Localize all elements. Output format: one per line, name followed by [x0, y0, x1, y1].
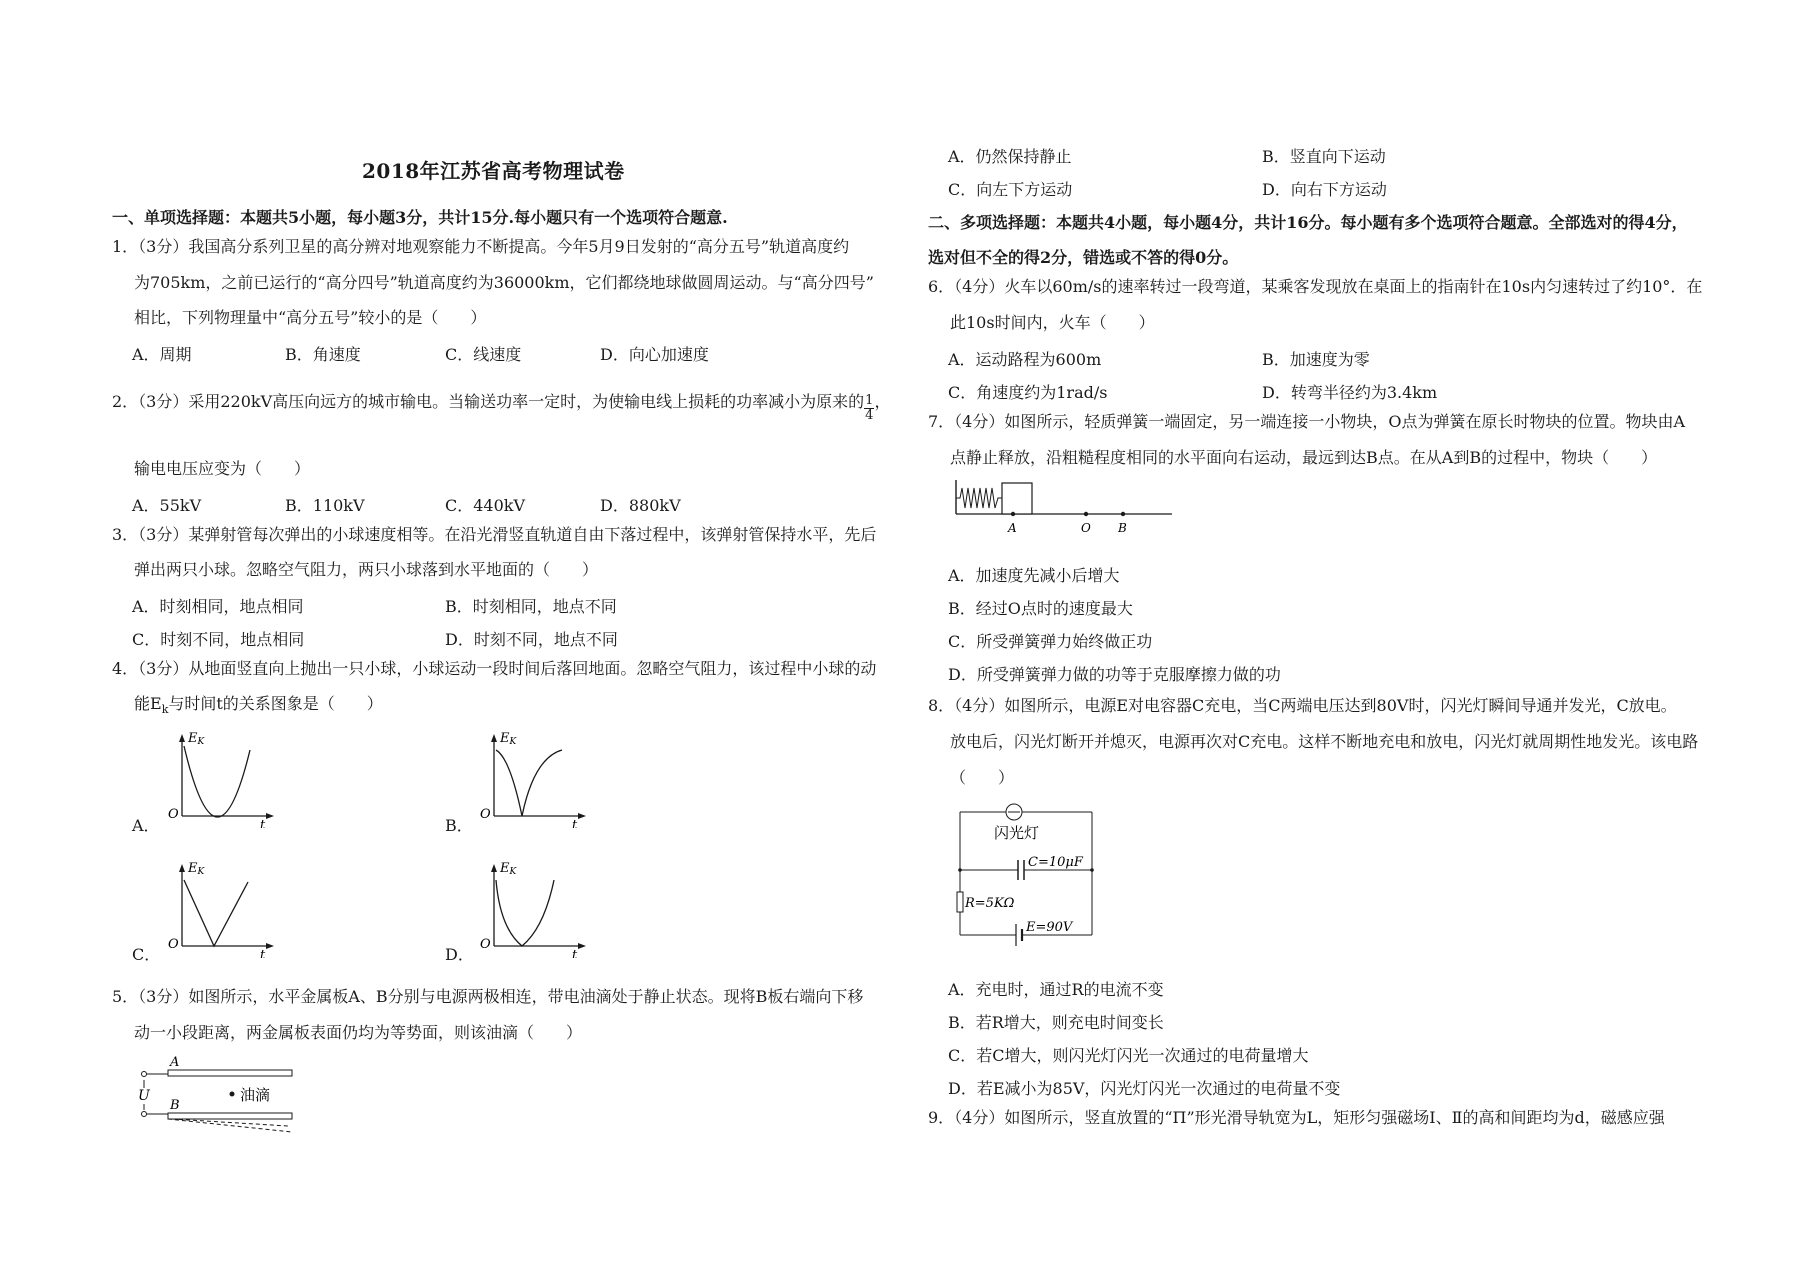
q5-plate-b [168, 1113, 292, 1119]
q5-plates-figure [132, 1052, 342, 1142]
q8-line1: 8．（4分）如图所示，电源E对电容器C充电，当C两端电压达到80V时，闪光灯瞬间导通并发光，C放电。 [928, 696, 1677, 715]
q2-line1-text: 2．（3分）采用220kV高压向远方的城市输电。当输送功率一定时，为使输电线上损耗的功率减小为原来的 [112, 392, 865, 411]
q5-plate-a [168, 1070, 292, 1076]
q4-graph-a-label: A． [132, 816, 160, 835]
q1-option-c: C．线速度 [445, 345, 522, 364]
q6-option-a: A．运动路程为600m [948, 350, 1102, 369]
q4-graph-d-xlabel: t [572, 948, 578, 958]
q4-graph-a-origin: O [168, 807, 179, 822]
q4-graph-c-xlabel: t [260, 948, 266, 958]
q5-oil-drop [230, 1092, 235, 1097]
q2-line1-tail: ， [874, 392, 891, 411]
q7-point-o-label: O [1081, 521, 1091, 535]
q5-plate-b-moved-2 [172, 1119, 288, 1126]
q5-line1: 5．（3分）如图所示，水平金属板A、B分别与电源两极相连，带电油滴处于静止状态。现将B板右端向下移 [112, 987, 864, 1006]
q4-graph-c-x-arrow [266, 943, 274, 949]
q4-graph-a-y-arrow [179, 734, 185, 742]
q4-graph-c-origin: O [168, 937, 179, 952]
q2-fraction-den: 4 [865, 408, 874, 423]
q4-graph-b [474, 728, 594, 828]
q8-lamp-label: 闪光灯 [994, 824, 1040, 842]
q4-graph-d-curve [496, 880, 554, 946]
q5-plate-b-label: B [170, 1098, 180, 1113]
q2-option-c: C．440kV [445, 496, 526, 515]
q3-option-b: B．时刻相同，地点不同 [445, 597, 617, 616]
q4-graph-b-x-arrow [578, 813, 586, 819]
q2-option-a: A．55kV [132, 496, 202, 515]
q1-line3: 相比，下列物理量中“高分五号”较小的是（ ） [134, 308, 487, 327]
q5-terminal-bottom [142, 1112, 147, 1117]
q4-graph-c-y-arrow [179, 864, 185, 872]
q2-option-d: D．880kV [600, 496, 681, 515]
q7-point-b [1121, 512, 1125, 516]
q8-node-right [1090, 868, 1094, 872]
q4-graph-a-curve [184, 746, 250, 817]
q6-option-d: D．转弯半径约为3.4km [1262, 383, 1438, 402]
q7-point-a [1011, 512, 1015, 516]
q7-spring [956, 488, 1002, 508]
q8-line2: 放电后，闪光灯断开并熄灭，电源再次对C充电。这样不断地充电和放电，闪光灯就周期性地发光。该电路 [950, 732, 1699, 751]
q4-graph-a-x-arrow [266, 813, 274, 819]
section-1-heading: 一、单项选择题：本题共5小题，每小题3分，共计15分.每小题只有一个选项符合题意. [112, 208, 728, 227]
q6-line2: 此10s时间内，火车（ ） [950, 313, 1155, 332]
section-2-heading-line1: 二、多项选择题：本题共4小题，每小题4分，共计16分。每小题有多个选项符合题意。全部选对的得4分， [928, 213, 1688, 232]
q4-graph-c-label: C． [132, 945, 161, 964]
q7-option-d: D．所受弹簧弹力做的功等于克服摩擦力做的功 [948, 665, 1281, 684]
q5-line2: 动一小段距离，两金属板表面仍均为等势面，则该油滴（ ） [134, 1023, 583, 1042]
q8-res-label: R=5KΩ [965, 896, 1015, 911]
q4-line2-b: 与时间t的关系图象是（ ） [168, 694, 383, 713]
q4-graph-b-label: B． [445, 816, 473, 835]
q7-spring-figure [952, 474, 1182, 538]
q3-line2: 弹出两只小球。忽略空气阻力，两只小球落到水平地面的（ ） [134, 560, 599, 579]
q1-line1: 1．（3分）我国高分系列卫星的高分辨对地观察能力不断提高。今年5月9日发射的“高分五号”轨道高度约 [112, 237, 850, 256]
q4-graph-d [474, 858, 594, 958]
q5-option-c: C．向左下方运动 [948, 180, 1073, 199]
page-title: 2018年江苏省高考物理试卷 [362, 159, 625, 183]
q7-option-a: A．加速度先减小后增大 [948, 566, 1120, 585]
q1-option-b: B．角速度 [285, 345, 361, 364]
q8-option-b: B．若R增大，则充电时间变长 [948, 1013, 1164, 1032]
q3-option-d: D．时刻不同，地点不同 [445, 630, 618, 649]
q8-cap-label: C=10μF [1028, 855, 1083, 870]
q7-line1: 7．（4分）如图所示，轻质弹簧一端固定，另一端连接一小物块，O点为弹簧在原长时物块的位置。物块由A [928, 412, 1686, 431]
q4-line2 [134, 695, 383, 719]
q8-option-c: C．若C增大，则闪光灯闪光一次通过的电荷量增大 [948, 1046, 1309, 1065]
q3-line1: 3．（3分）某弹射管每次弹出的小球速度相等。在沿光滑竖直轨道自由下落过程中，该弹射管保持水平，先后 [112, 525, 877, 544]
q4-graph-d-origin: O [480, 937, 491, 952]
q6-option-c: C．角速度约为1rad/s [948, 383, 1108, 402]
q7-point-a-label: A [1008, 521, 1017, 535]
q1-option-a: A．周期 [132, 345, 192, 364]
q4-graph-d-x-arrow [578, 943, 586, 949]
q8-circuit-figure [952, 796, 1102, 946]
q1-line2: 为705km，之前已运行的“高分四号”轨道高度约为36000km，它们都绕地球做圆周运动。与“高分四号” [134, 273, 874, 292]
q3-option-c: C．时刻不同，地点相同 [132, 630, 305, 649]
q7-line2: 点静止释放，沿粗糙程度相同的水平面向右运动，最远到达B点。在从A到B的过程中，物块（ ） [950, 448, 1658, 467]
q5-option-d: D．向右下方运动 [1262, 180, 1387, 199]
q8-resistor [957, 892, 963, 912]
q2-option-b: B．110kV [285, 496, 365, 515]
q4-graph-b-curve [496, 750, 562, 816]
q5-option-b: B．竖直向下运动 [1262, 147, 1386, 166]
q7-point-b-label: B [1118, 521, 1127, 535]
q7-option-c: C．所受弹簧弹力始终做正功 [948, 632, 1153, 651]
q3-option-a: A．时刻相同，地点相同 [132, 597, 304, 616]
q8-option-d: D．若E减小为85V，闪光灯闪光一次通过的电荷量不变 [948, 1079, 1341, 1098]
q4-graph-b-ylabel: EK [500, 731, 517, 747]
q4-line1: 4．（3分）从地面竖直向上抛出一只小球，小球运动一段时间后落回地面。忽略空气阻力，该过程中小球的动 [112, 659, 877, 678]
q2-fraction [864, 394, 874, 423]
q8-option-a: A．充电时，通过R的电流不变 [948, 980, 1164, 999]
q5-plate-a-label: A [170, 1055, 180, 1070]
q5-option-a: A．仍然保持静止 [948, 147, 1072, 166]
q4-line2-sub: k [161, 703, 169, 717]
q4-graph-b-origin: O [480, 807, 491, 822]
q4-graph-a [162, 728, 282, 828]
q5-terminal-top [142, 1072, 147, 1077]
q7-block [1002, 483, 1032, 514]
q7-option-b: B．经过O点时的速度最大 [948, 599, 1133, 618]
q4-graph-d-y-arrow [491, 864, 497, 872]
q4-graph-b-y-arrow [491, 734, 497, 742]
q4-graph-a-xlabel: t [260, 818, 266, 828]
q6-option-b: B．加速度为零 [1262, 350, 1370, 369]
q5-voltage-label: U [138, 1088, 150, 1104]
q8-line3: （ ） [950, 768, 1015, 787]
q4-graph-c-curve [184, 880, 248, 946]
q4-graph-c-ylabel: EK [188, 861, 205, 877]
section-2-heading-line2: 选对但不全的得2分，错选或不答的得0分。 [928, 248, 1239, 267]
q4-graph-d-ylabel: EK [500, 861, 517, 877]
q2-line1 [112, 388, 891, 423]
q1-option-d: D．向心加速度 [600, 345, 709, 364]
q5-oil-drop-label: 油滴 [240, 1086, 271, 1104]
q2-line2: 输电电压应变为（ ） [134, 459, 311, 478]
q4-line2-a: 能E [134, 694, 162, 713]
q7-point-o [1084, 512, 1088, 516]
q4-graph-c [162, 858, 282, 958]
q2-fraction-num: 1 [865, 393, 874, 408]
q9-line1: 9．（4分）如图所示，竖直放置的“Π”形光滑导轨宽为L，矩形匀强磁场Ⅰ、Ⅱ的高和间距均为d，磁感应强 [928, 1108, 1665, 1127]
q4-graph-a-ylabel: EK [188, 731, 205, 747]
q4-graph-b-xlabel: t [572, 818, 578, 828]
q8-emf-label: E=90V [1026, 920, 1073, 935]
q4-graph-d-label: D． [445, 945, 474, 964]
q6-line1: 6．（4分）火车以60m/s的速率转过一段弯道，某乘客发现放在桌面上的指南针在10s内匀速转过了约10°．在 [928, 277, 1703, 296]
